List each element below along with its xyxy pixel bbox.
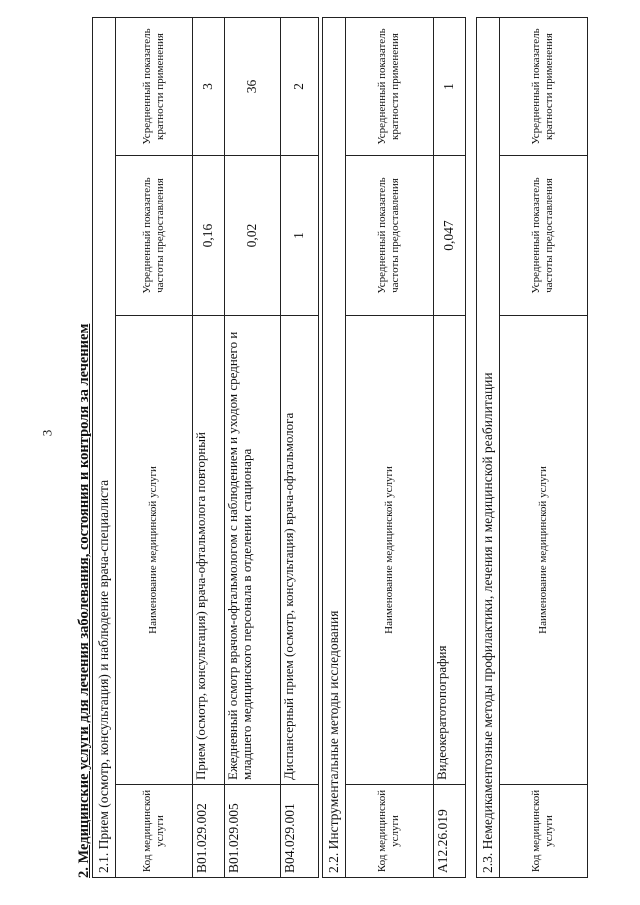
header-name: Наименование медицинской услуги xyxy=(499,316,587,785)
header-code: Код медицинской услуги xyxy=(345,785,433,878)
cell-code: B01.029.002 xyxy=(192,785,224,878)
table-2-3 xyxy=(476,17,588,878)
cell-frequency: 0,02 xyxy=(224,156,280,316)
table-title: 2.2. Инструментальные методы исследования xyxy=(323,17,346,877)
section-heading: 2. Медицинские услуги для лечения заболевания, состояния и контроля за лечением xyxy=(76,323,92,878)
cell-name: Видеокератотопография xyxy=(433,316,465,785)
cell-multiplicity: 1 xyxy=(433,17,465,155)
table-title: 2.1. Прием (осмотр, консультация) и наблюдение врача-специалиста xyxy=(93,17,116,877)
cell-frequency: 0,16 xyxy=(192,156,224,316)
header-frequency: Усредненный показатель частоты предоставления xyxy=(499,156,587,316)
cell-frequency: 1 xyxy=(280,156,318,316)
table-title: 2.3. Немедикаментозные методы профилактики, лечения и медицинской реабилитации xyxy=(477,18,500,878)
table-row xyxy=(433,17,465,877)
cell-code: B01.029.005 xyxy=(224,785,280,878)
header-name: Наименование медицинской услуги xyxy=(115,316,192,785)
cell-name: Диспансерный прием (осмотр, консультация) врача-офтальмолога xyxy=(280,316,318,785)
cell-code: A12.26.019 xyxy=(433,785,465,878)
table-2-1 xyxy=(92,17,319,878)
header-code: Код медицинской услуги xyxy=(499,785,587,878)
table-row xyxy=(192,17,224,877)
rotated-page-content xyxy=(34,18,634,878)
table-2-2 xyxy=(322,17,466,878)
cell-multiplicity: 3 xyxy=(192,17,224,155)
header-frequency: Усредненный показатель частоты предоставления xyxy=(345,156,433,316)
cell-frequency: 0,047 xyxy=(433,156,465,316)
cell-multiplicity: 36 xyxy=(224,17,280,155)
cell-code: B04.029.001 xyxy=(280,785,318,878)
header-name: Наименование медицинской услуги xyxy=(345,316,433,785)
page-number: 3 xyxy=(39,429,55,437)
cell-name: Ежедневный осмотр врачом-офтальмологом с наблюдением и уходом среднего и младшего медицинского персонала в отделении стационара xyxy=(224,316,280,785)
header-multiplicity: Усредненный показатель кратности применения xyxy=(499,18,587,156)
cell-multiplicity: 2 xyxy=(280,17,318,155)
header-code: Код медицинской услуги xyxy=(115,785,192,878)
header-multiplicity: Усредненный показатель кратности применения xyxy=(345,17,433,155)
table-row xyxy=(280,17,318,877)
header-multiplicity: Усредненный показатель кратности применения xyxy=(115,17,192,155)
header-frequency: Усредненный показатель частоты предоставления xyxy=(115,156,192,316)
cell-name: Прием (осмотр, консультация) врача-офтальмолога повторный xyxy=(192,316,224,785)
table-row xyxy=(224,17,280,877)
